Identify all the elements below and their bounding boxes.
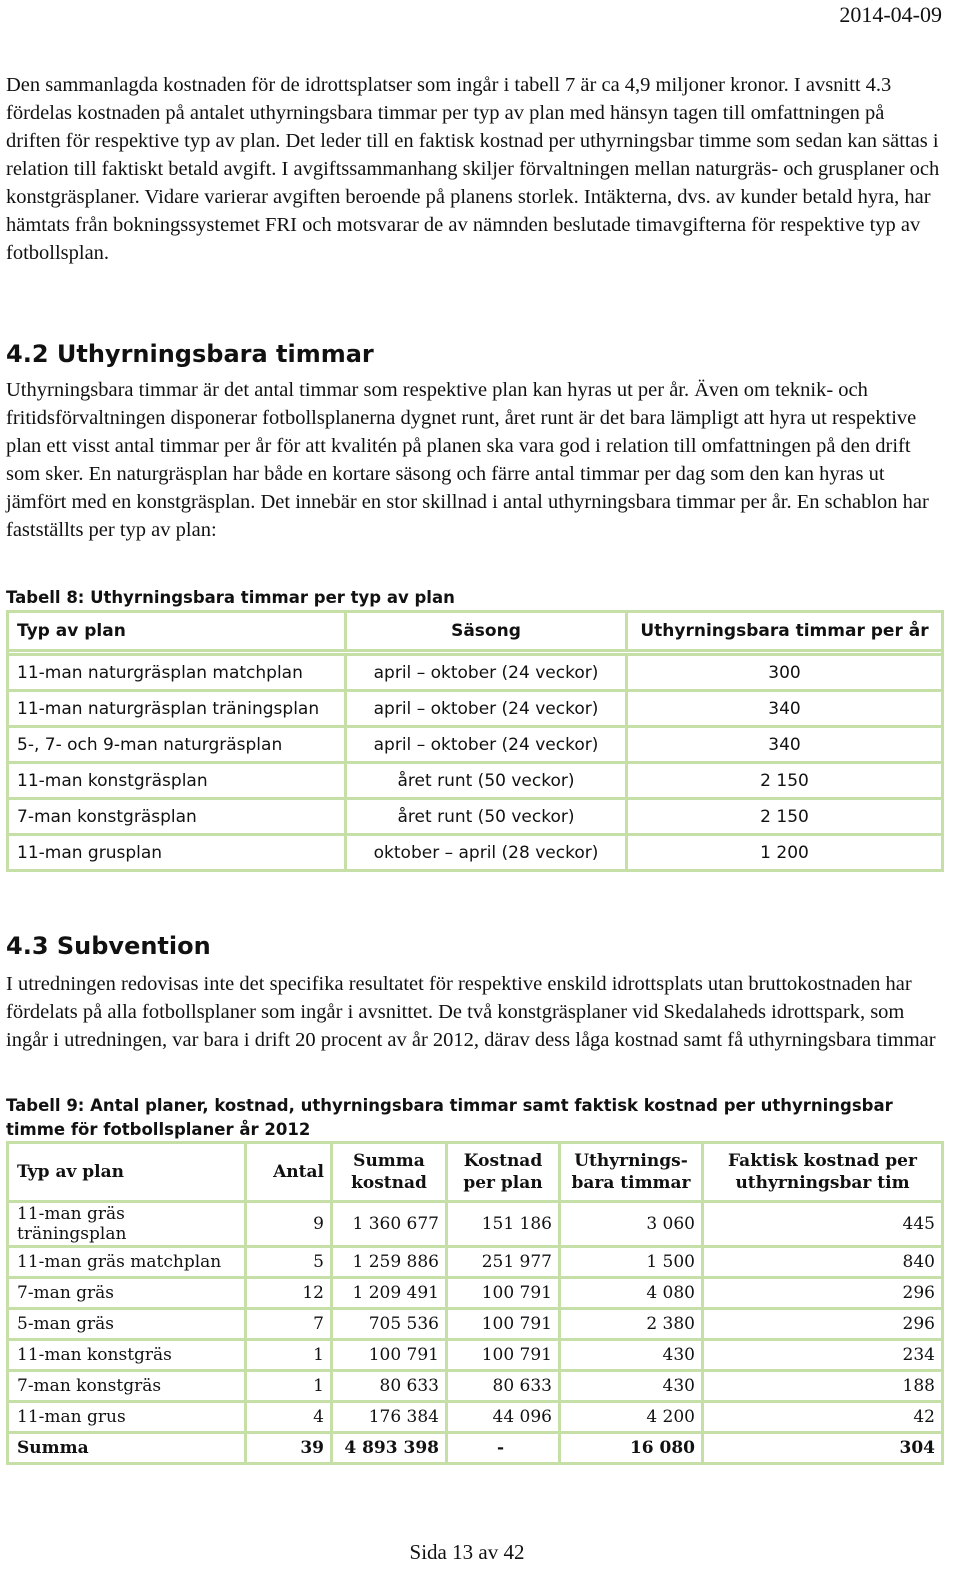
table-cell: 4 — [247, 1403, 330, 1431]
table-cell: 39 — [247, 1434, 330, 1462]
table-cell: - — [448, 1434, 558, 1462]
table-cell: 9 — [247, 1203, 330, 1245]
table-cell: 1 500 — [561, 1248, 701, 1276]
table-cell: 5 — [247, 1248, 330, 1276]
table-row — [9, 728, 941, 761]
table-cell: 705 536 — [333, 1310, 445, 1338]
table-cell: året runt (50 veckor) — [347, 764, 625, 797]
table-cell: 100 791 — [448, 1341, 558, 1369]
table-row — [9, 1203, 941, 1245]
table-cell: 100 791 — [448, 1310, 558, 1338]
table-cell: april – oktober (24 veckor) — [347, 728, 625, 761]
column-header: Uthyrnings- bara timmar — [561, 1144, 701, 1200]
table-cell: 2 150 — [628, 800, 941, 833]
table-cell: 304 — [704, 1434, 941, 1462]
table-cell: 16 080 — [561, 1434, 701, 1462]
section-4-3-paragraph: I utredningen redovisas inte det specifika resultatet för respektive enskild idrottsplats utan bruttokostnaden har fördelats på alla fotbollsplaner som ingår i avsnittet. De två konstgräsplaner vid Skedalaheds idrottspark, som ingår i utredningen, var bara i drift 20 procent av år 2012, därav dess låga kostnad samt få uthyrningsbara timmar — [6, 973, 936, 1051]
table-9-caption: Tabell 9: Antal planer, kostnad, uthyrningsbara timmar samt faktisk kostnad per uthyrningsbar timme för fotbollsplaner år 2012 — [6, 1096, 893, 1139]
table-cell: 1 — [247, 1341, 330, 1369]
table-cell: 11-man konstgräsplan — [9, 764, 344, 797]
section-4-2-paragraph: Uthyrningsbara timmar är det antal timmar som respektive plan kan hyras ut per år. Även om teknik- och fritidsförvaltningen disponerar fotbollsplanerna dygnet runt, året runt är det bara lämpligt att hyra ut respektive plan ett visst antal timmar per år för att kvalitén på planen ska vara god i relation till omfattningen på den drift som sker. En naturgräsplan har både en kortare säsong och färre antal timmar per dag som den kan hyras ut jämfört med en konstgräsplan. Det innebär en stor skillnad i antal uthyrningsbara timmar per år. En schablon har fastställts per typ av plan: — [6, 379, 929, 541]
table-cell: 4 893 398 — [333, 1434, 445, 1462]
table-cell: 176 384 — [333, 1403, 445, 1431]
table-row — [9, 1248, 941, 1276]
table-cell: oktober – april (28 veckor) — [347, 836, 625, 869]
table-cell: 340 — [628, 692, 941, 725]
table-cell: 7-man konstgräsplan — [9, 800, 344, 833]
table-cell: 7 — [247, 1310, 330, 1338]
table-cell: 2 150 — [628, 764, 941, 797]
column-header: Kostnad per plan — [448, 1144, 558, 1200]
table-row — [9, 1341, 941, 1369]
table-cell: 42 — [704, 1403, 941, 1431]
table-header-row — [9, 613, 941, 649]
table-row — [9, 692, 941, 725]
table-row — [9, 836, 941, 869]
table-cell: 11-man konstgräs — [9, 1341, 244, 1369]
table-cell: 296 — [704, 1310, 941, 1338]
table-cell: 340 — [628, 728, 941, 761]
table-cell: 4 080 — [561, 1279, 701, 1307]
table-cell: 12 — [247, 1279, 330, 1307]
table-row — [9, 800, 941, 833]
table-row — [9, 1279, 941, 1307]
table-row — [9, 1403, 941, 1431]
table-cell: 2 380 — [561, 1310, 701, 1338]
table-8 — [6, 610, 944, 872]
table-cell: 7-man gräs — [9, 1279, 244, 1307]
table-cell: 80 633 — [333, 1372, 445, 1400]
table-cell: 44 096 — [448, 1403, 558, 1431]
table-cell: 4 200 — [561, 1403, 701, 1431]
table-cell: året runt (50 veckor) — [347, 800, 625, 833]
table-cell: 100 791 — [448, 1279, 558, 1307]
table-row — [9, 656, 941, 689]
table-row — [9, 1372, 941, 1400]
column-header: Summa kostnad — [333, 1144, 445, 1200]
table-cell: 7-man konstgräs — [9, 1372, 244, 1400]
section-heading-4-2: 4.2 Uthyrningsbara timmar — [6, 340, 374, 368]
page-number: Sida 13 av 42 — [409, 1540, 525, 1564]
column-header: Antal — [247, 1144, 330, 1200]
table-cell: 100 791 — [333, 1341, 445, 1369]
table-cell: april – oktober (24 veckor) — [347, 692, 625, 725]
table-cell: 1 360 677 — [333, 1203, 445, 1245]
column-header: Uthyrningsbara timmar per år — [628, 613, 941, 649]
table-cell: 840 — [704, 1248, 941, 1276]
table-header-row — [9, 1144, 941, 1200]
column-header: Säsong — [347, 613, 625, 649]
table-cell: 3 060 — [561, 1203, 701, 1245]
table-cell: 251 977 — [448, 1248, 558, 1276]
section-heading-4-3: 4.3 Subvention — [6, 932, 211, 960]
table-cell: Summa — [9, 1434, 244, 1462]
table-cell: 188 — [704, 1372, 941, 1400]
table-cell: april – oktober (24 veckor) — [347, 656, 625, 689]
column-header: Typ av plan — [9, 1144, 244, 1200]
table-row — [9, 764, 941, 797]
document-date: 2014-04-09 — [839, 2, 942, 27]
table-cell: 11-man grus — [9, 1403, 244, 1431]
table-cell: 11-man grusplan — [9, 836, 344, 869]
table-cell: 445 — [704, 1203, 941, 1245]
table-cell: 5-, 7- och 9-man naturgräsplan — [9, 728, 344, 761]
table-cell: 300 — [628, 656, 941, 689]
table-cell: 296 — [704, 1279, 941, 1307]
table-cell: 1 — [247, 1372, 330, 1400]
table-cell: 1 209 491 — [333, 1279, 445, 1307]
table-cell: 430 — [561, 1372, 701, 1400]
table-cell: 11-man gräs matchplan — [9, 1248, 244, 1276]
table-9 — [6, 1141, 944, 1465]
table-cell: 11-man naturgräsplan träningsplan — [9, 692, 344, 725]
intro-paragraph: Den sammanlagda kostnaden för de idrottsplatser som ingår i tabell 7 är ca 4,9 miljoner kronor. I avsnitt 4.3 fördelas kostnaden på antalet uthyrningsbara timmar per typ av plan med hänsyn tagen till omfattningen på driften för respektive typ av plan. Det leder till en faktisk kostnad per uthyrningsbar timme som sedan kan sättas i relation till faktiskt betald avgift. I avgiftssammanhang skiljer förvaltningen mellan naturgräs- och grusplaner och konstgräsplaner. Vidare varierar avgiften beroende på planens storlek. Intäkterna, dvs. av kunder betald hyra, har hämtats från bokningssystemet FRI och motsvarar de av nämnden beslutade timavgifterna för respektive typ av fotbollsplan. — [6, 74, 940, 264]
table-cell: 1 259 886 — [333, 1248, 445, 1276]
column-header: Faktisk kostnad per uthyrningsbar tim — [704, 1144, 941, 1200]
table-cell: 80 633 — [448, 1372, 558, 1400]
table-sum-row — [9, 1434, 941, 1462]
column-header: Typ av plan — [9, 613, 344, 649]
table-cell: 430 — [561, 1341, 701, 1369]
table-cell: 5-man gräs — [9, 1310, 244, 1338]
table-row — [9, 1310, 941, 1338]
table-cell: 234 — [704, 1341, 941, 1369]
table-cell: 151 186 — [448, 1203, 558, 1245]
table-cell: 11-man naturgräsplan matchplan — [9, 656, 344, 689]
table-cell: 11-man gräs träningsplan — [9, 1203, 244, 1245]
table-cell: 1 200 — [628, 836, 941, 869]
table-8-caption: Tabell 8: Uthyrningsbara timmar per typ av plan — [6, 588, 455, 607]
